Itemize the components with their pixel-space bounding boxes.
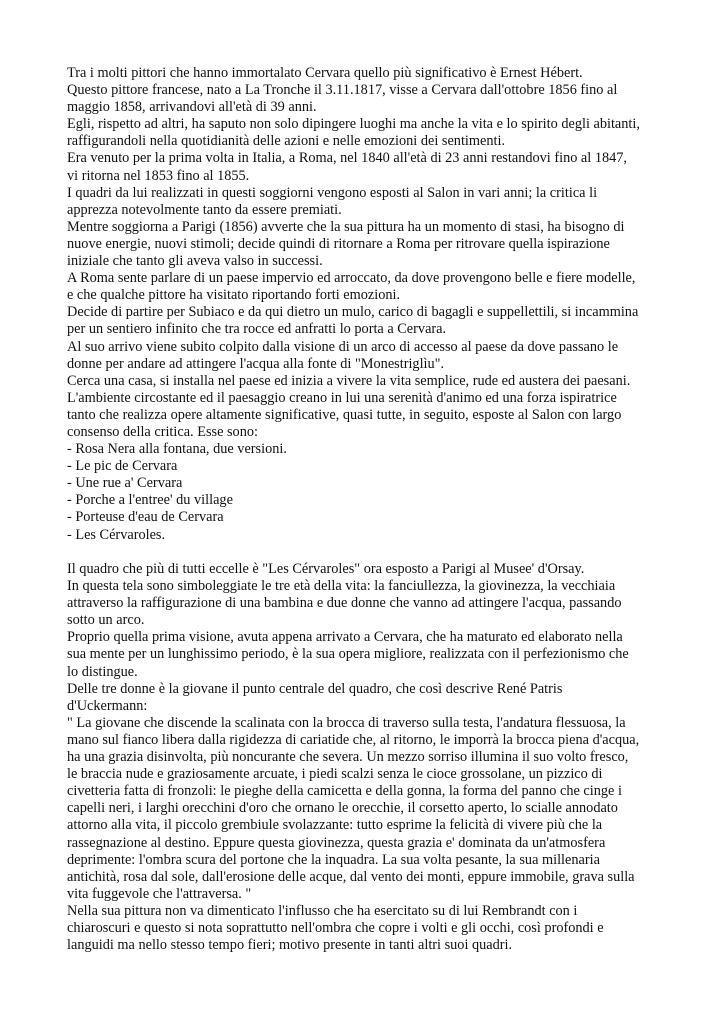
text-line: nuove energie, nuovi stimoli; decide quindi di ritornare a Roma per ritrovare quella ispirazione bbox=[67, 235, 610, 252]
text-line: Proprio quella prima visione, avuta appena arrivato a Cervara, che ha maturato ed elaborato nella bbox=[67, 629, 623, 646]
text-line: e che qualche pittore ha visitato riportando forti emozioni. bbox=[67, 287, 401, 304]
text-block-cervaroles bbox=[67, 561, 667, 954]
text-line: donne per andare ad attingere l'acqua alla fonte di "Monestriglìu". bbox=[67, 355, 445, 372]
text-line: ha una grazia disinvolta, più noncurante che severa. Un mezzo sorriso illumina il suo volto fresco, bbox=[67, 749, 629, 766]
text-line: sotto un arco. bbox=[67, 612, 145, 629]
text-line: A Roma sente parlare di un paese impervio ed arroccato, da dove provengono belle e fiere modelle, bbox=[67, 270, 636, 287]
text-line: Al suo arrivo viene subito colpito dalla visione di un arco di accesso al paese da dove passano le bbox=[67, 338, 619, 355]
text-line: vita fuggevole che l'attraversa. " bbox=[67, 885, 252, 902]
text-line: attorno alla vita, il piccolo grembiule svolazzante: tutto esprime la felicità di vivere più che la bbox=[67, 817, 603, 834]
document-page bbox=[67, 65, 667, 954]
text-line: le braccia nude e graziosamente arcuate, i piedi scalzi senza le cioce grossolane, un pizzico di bbox=[67, 766, 603, 783]
text-line: languidi ma nello stesso tempo fieri; motivo presente in tanti altri suoi quadri. bbox=[67, 937, 513, 954]
text-line: - Porche a l'entree' du village bbox=[67, 492, 233, 509]
text-line: Decide di partire per Subiaco e da qui dietro un mulo, carico di bagagli e suppellettili, si incammina bbox=[67, 304, 639, 321]
text-line: Tra i molti pittori che hanno immortalato Cervara quello più significativo è Ernest Hébert. bbox=[67, 65, 583, 81]
text-line: Nella sua pittura non va dimenticato l'influsso che ha esercitato su di lui Rembrandt con i bbox=[67, 902, 578, 919]
text-line: lo distingue. bbox=[67, 663, 138, 680]
text-line: attraverso la raffigurazione di una bambina e due donne che vanno ad attingere l'acqua, passando bbox=[67, 595, 622, 612]
text-line: maggio 1858, arrivandovi all'età di 39 anni. bbox=[67, 99, 317, 116]
text-line: " La giovane che discende la scalinata con la brocca di traverso sulla testa, l'andatura flessuosa, la bbox=[67, 714, 626, 731]
text-line: antichità, rosa dal sole, dall'erosione delle acque, dal vento dei monti, eppure immobile, grava sulla bbox=[67, 868, 635, 885]
text-line: Cerca una casa, si installa nel paese ed inizia a vivere la vita semplice, rude ed austera dei paesani. bbox=[67, 372, 631, 389]
text-line: - Le pic de Cervara bbox=[67, 458, 178, 475]
text-line: Questo pittore francese, nato a La Tronche il 3.11.1817, visse a Cervara dall'ottobre 1856 fino al bbox=[67, 82, 618, 99]
text-line: - Une rue a' Cervara bbox=[67, 475, 183, 492]
text-line: chiaroscuri e questo si nota soprattutto nell'ombra che copre i volti e gli occhi, così profondi e bbox=[67, 919, 604, 936]
text-line: mano sul fianco libera dalla rigidezza di cariatide che, al ritorno, le imporrà la brocca piena d'acqua, bbox=[67, 731, 640, 748]
text-line: d'Uckermann: bbox=[67, 697, 148, 714]
text-line: - Rosa Nera alla fontana, due versioni. bbox=[67, 441, 287, 458]
text-line: per un sentiero infinito che tra rocce ed anfratti lo porta a Cervara. bbox=[67, 321, 447, 338]
text-line: I quadri da lui realizzati in questi soggiorni vengono esposti al Salon in vari anni; la critica li bbox=[67, 184, 598, 201]
text-line: capelli neri, i larghi orecchini d'oro che ornano le orecchie, il corsetto aperto, lo scialle annodato bbox=[67, 800, 618, 817]
text-line: apprezza notevolmente tanto da essere premiati. bbox=[67, 201, 342, 218]
text-line: sua mente per un lunghissimo periodo, è la sua opera migliore, realizzata con il perfezionismo che bbox=[67, 646, 629, 663]
paragraph-gap bbox=[67, 544, 667, 561]
text-line: In questa tela sono simboleggiate le tre età della vita: la fanciullezza, la giovinezza, la vecchiaia bbox=[67, 578, 616, 595]
text-line: Era venuto per la prima volta in Italia, a Roma, nel 1840 all'età di 23 anni restandovi fino al 1847, bbox=[67, 150, 627, 167]
text-line: iniziale che tanto gli aveva valso in successi. bbox=[67, 253, 323, 270]
text-line: Delle tre donne è la giovane il punto centrale del quadro, che così descrive René Patris bbox=[67, 680, 563, 697]
text-line: - Porteuse d'eau de Cervara bbox=[67, 509, 224, 526]
text-line: Mentre soggiorna a Parigi (1856) avverte che la sua pittura ha un momento di stasi, ha bisogno di bbox=[67, 218, 625, 235]
text-line: consenso della critica. Esse sono: bbox=[67, 423, 258, 440]
text-line: rassegnazione al destino. Eppure questa giovinezza, questa grazia e' dominata da un'atmosfera bbox=[67, 834, 606, 851]
text-line: L'ambiente circostante ed il paesaggio creano in lui una serenità d'animo ed una forza ispiratrice bbox=[67, 389, 617, 406]
text-line: - Les Cérvaroles. bbox=[67, 526, 166, 543]
text-line: civetteria fatta di fronzoli: le pieghe della camicetta e della gonna, la forma del panno che cinge i bbox=[67, 783, 622, 800]
text-line: raffigurandoli nella quotidianità delle azioni e nelle emozioni dei sentimenti. bbox=[67, 133, 506, 150]
text-line: deprimente: l'ombra scura del portone che la inquadra. La sua volta pesante, la sua millenaria bbox=[67, 851, 600, 868]
text-line: Il quadro che più di tutti eccelle è "Les Cérvaroles" ora esposto a Parigi al Musee' d'Orsay. bbox=[67, 561, 585, 578]
text-line: tanto che realizza opere altamente significative, quasi tutte, in seguito, esposte al Salon con largo bbox=[67, 406, 622, 423]
text-block-hebert-intro bbox=[67, 65, 667, 544]
text-line: vi ritorna nel 1853 fino al 1855. bbox=[67, 167, 250, 184]
text-line: Egli, rispetto ad altri, ha saputo non solo dipingere luoghi ma anche la vita e lo spirito degli abitanti, bbox=[67, 116, 640, 133]
